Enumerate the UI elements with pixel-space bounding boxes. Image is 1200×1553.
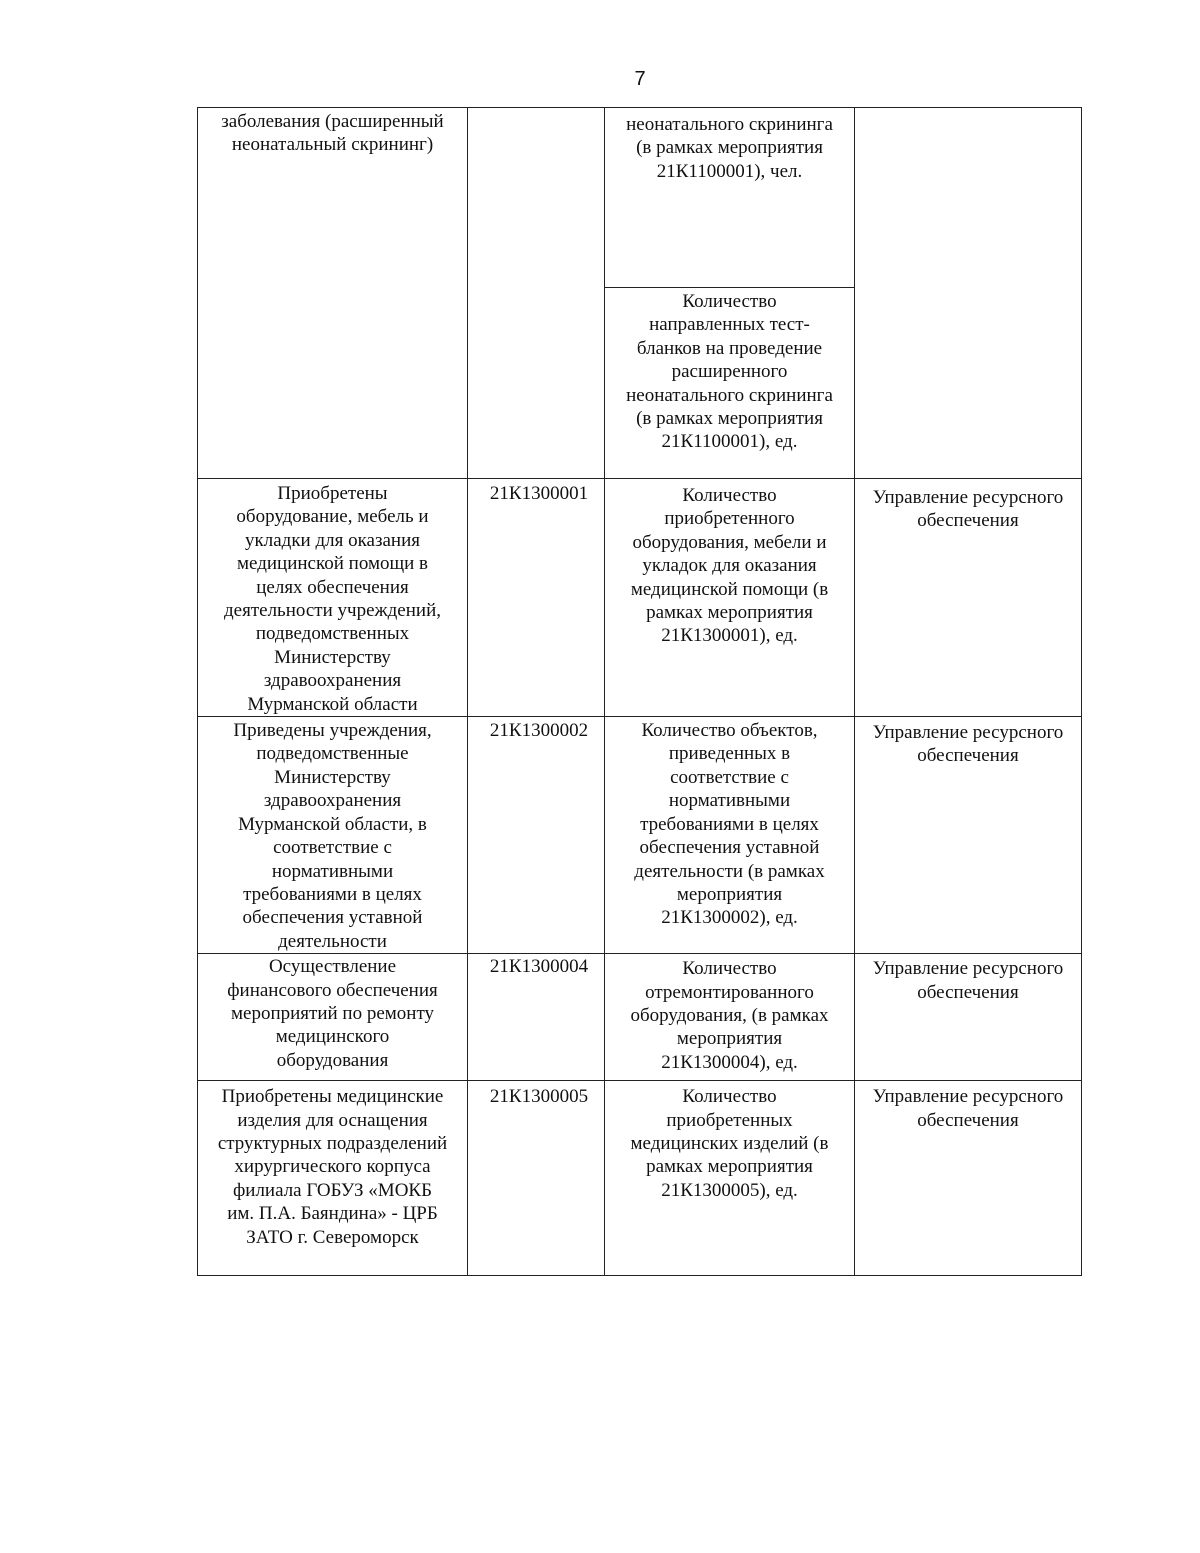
text-line: обеспечения (917, 1109, 1019, 1131)
text-line: медицинских изделий (в (630, 1132, 829, 1154)
text-line: неонатальный скрининг) (231, 134, 434, 156)
measure-code: 21К1300002 (489, 720, 589, 742)
indicator-cell (605, 717, 855, 954)
responsible-cell (855, 108, 1082, 479)
result-cell (198, 108, 468, 479)
page-number: 7 (634, 68, 646, 90)
text-line: медицинской помощи (в (630, 578, 829, 600)
text-line: 21К1300005), ед. (661, 1179, 798, 1201)
text-line: укладок для оказания (642, 555, 817, 577)
text-line: 21К1300001), ед. (661, 625, 798, 647)
text-line: обеспечения (917, 981, 1019, 1003)
code-cell (468, 479, 605, 717)
text-line: бланков на проведение (636, 337, 823, 359)
code-cell (468, 954, 605, 1081)
text-line: нормативными (271, 860, 394, 882)
text-line: требованиями в целях (640, 813, 819, 835)
text-line: изделия для оснащения (237, 1109, 428, 1131)
text-line: неонатального скрининга (626, 384, 833, 406)
text-line: (в рамках мероприятия (636, 408, 823, 430)
text-line: Мурманской области (247, 693, 418, 715)
indicator-cell (605, 1081, 855, 1276)
text-line: приобретенного (664, 508, 795, 530)
text-line: Количество (682, 485, 777, 506)
text-line: Управление ресурсного (872, 722, 1064, 744)
text-line: Управление ресурсного (872, 958, 1064, 980)
text-line: Количество объектов, (641, 720, 818, 742)
responsible-cell (855, 954, 1082, 1081)
text-line: медицинской помощи в (236, 553, 428, 575)
text-line: мероприятия (676, 1028, 783, 1050)
text-line: рамках мероприятия (646, 1156, 813, 1178)
text-line: нормативными (668, 790, 791, 812)
text-line: обеспечения уставной (639, 837, 820, 859)
text-line: ЗАТО г. Североморск (246, 1226, 419, 1248)
text-line: рамках мероприятия (646, 602, 813, 624)
text-line: направленных тест- (649, 314, 810, 336)
text-line: 21К1100001), ед. (661, 431, 798, 453)
text-line: соответствие с (670, 766, 789, 788)
text-line: здравоохранения (263, 790, 402, 812)
text-line: подведомственные (256, 743, 409, 765)
text-line: 21К1300002), ед. (661, 907, 798, 929)
result-cell (198, 479, 468, 717)
text-line: Управление ресурсного (872, 1086, 1064, 1108)
text-line: хирургического корпуса (234, 1156, 431, 1178)
text-line: Количество (682, 958, 777, 980)
indicator-cell (605, 108, 855, 288)
text-line: Приведены учреждения, (233, 720, 432, 742)
table-row (198, 108, 1082, 288)
text-line: филиала ГОБУЗ «МОКБ (232, 1179, 433, 1201)
text-line: деятельности (278, 930, 387, 952)
indicator-cell (605, 288, 855, 479)
text-line: подведомственных (255, 623, 410, 645)
responsible-cell (855, 479, 1082, 717)
text-line: Министерству (274, 766, 391, 788)
text-line: требованиями в целях (243, 883, 422, 905)
text-line: Приобретены медицинские (221, 1086, 444, 1108)
result-cell (198, 717, 468, 954)
text-line: мероприятий по ремонту (230, 1002, 435, 1024)
text-line: здравоохранения (263, 670, 402, 692)
text-line: оборудования (276, 1049, 389, 1071)
text-line: 21К1100001), чел. (656, 160, 803, 182)
text-line: обеспечения (917, 510, 1019, 532)
measure-code: 21К1300004 (489, 956, 589, 978)
text-line: оборудование, мебель и (236, 506, 429, 528)
text-line: Мурманской области, в (238, 813, 427, 835)
code-cell (468, 1081, 605, 1276)
indicator-cell (605, 479, 855, 717)
text-line: расширенного (671, 361, 788, 383)
measure-code: 21К1300005 (489, 1086, 589, 1108)
text-line: Министерству (274, 646, 391, 668)
text-line: отремонтированного (645, 981, 814, 1003)
text-line: (в рамках мероприятия (636, 137, 823, 159)
responsible-cell (855, 1081, 1082, 1276)
responsible-cell (855, 717, 1082, 954)
text-line: деятельности учреждений, (224, 600, 441, 622)
text-line: обеспечения (917, 745, 1019, 767)
text-line: Приобретены (277, 483, 388, 504)
result-cell (198, 954, 468, 1081)
text-line: мероприятия (676, 883, 783, 905)
text-line: оборудования, (в рамках (630, 1004, 829, 1026)
result-cell (198, 1081, 468, 1276)
text-line: Количество (682, 1086, 777, 1108)
text-line: приведенных в (668, 743, 791, 765)
text-line: структурных подразделений (217, 1132, 448, 1154)
table-row (198, 1081, 1082, 1276)
table-row (198, 954, 1082, 1081)
text-line: медицинского (275, 1026, 390, 1048)
text-line: Осуществление (268, 956, 397, 978)
text-line: укладки для оказания (245, 529, 420, 551)
text-line: целях обеспечения (256, 576, 409, 598)
indicator-cell (605, 954, 855, 1081)
table-row (198, 479, 1082, 717)
measure-code: 21К1300001 (489, 483, 589, 504)
text-line: финансового обеспечения (227, 979, 438, 1001)
text-line: деятельности (в рамках (634, 860, 825, 882)
text-line: им. П.А. Баяндина» - ЦРБ (227, 1203, 438, 1225)
text-line: неонатального скрининга (626, 114, 833, 135)
code-cell (468, 717, 605, 954)
text-line: заболевания (расширенный (221, 111, 444, 132)
text-line: приобретенных (666, 1109, 793, 1131)
text-line: Количество (682, 291, 777, 312)
text-line: Управление ресурсного (872, 487, 1064, 508)
text-line: соответствие с (273, 837, 392, 859)
table-row (198, 717, 1082, 954)
text-line: оборудования, мебели и (632, 531, 827, 553)
text-line: обеспечения уставной (242, 907, 423, 929)
text-line: 21К1300004), ед. (661, 1051, 798, 1073)
code-cell (468, 108, 605, 479)
measures-table (197, 107, 1082, 1276)
